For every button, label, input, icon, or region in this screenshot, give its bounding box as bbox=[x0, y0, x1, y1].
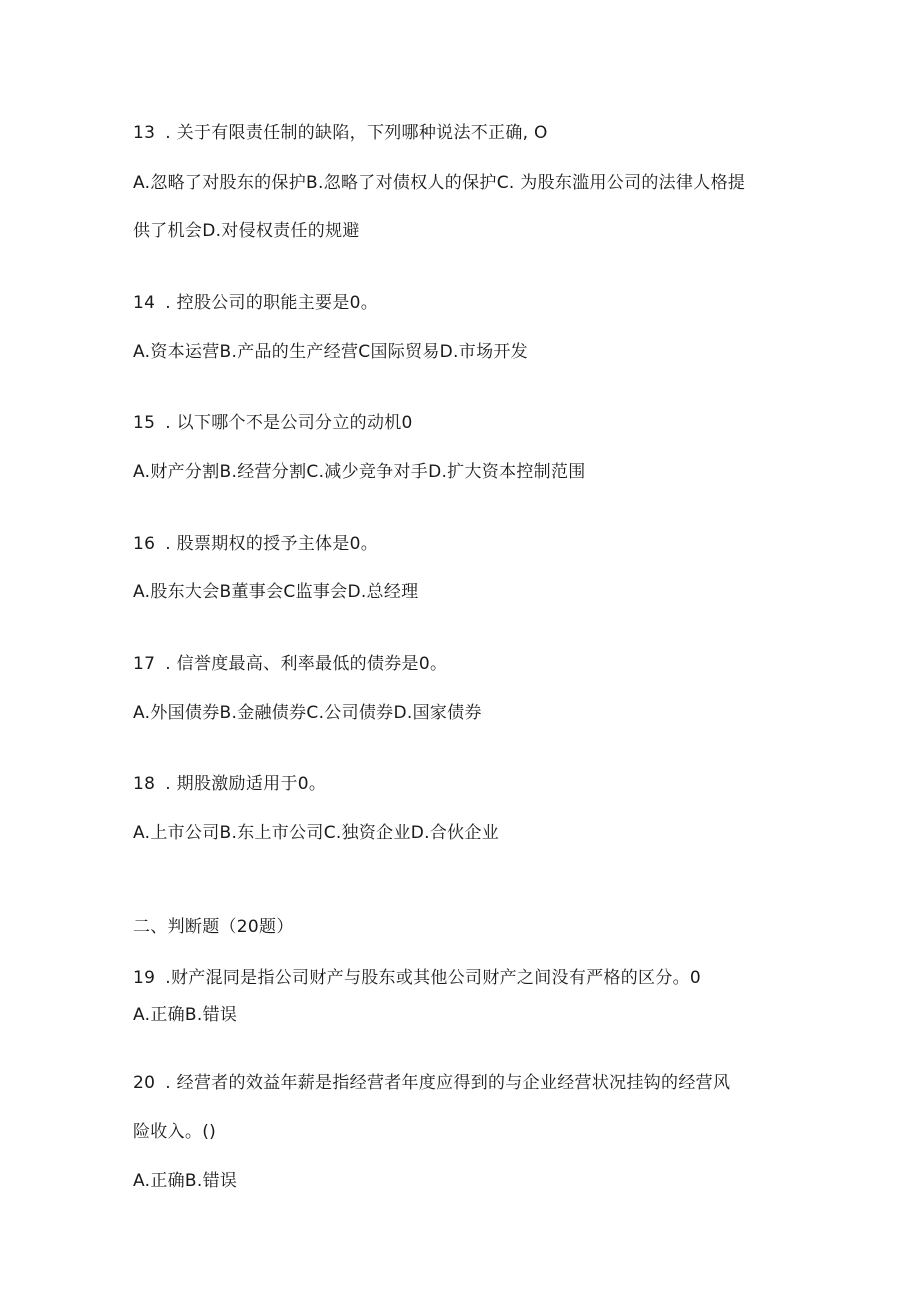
question-number: 20 bbox=[133, 1073, 156, 1093]
question-13-options-line-1: A.忽略了对股东的保护B.忽略了对债权人的保护C. 为股东滥用公司的法律人格提 bbox=[133, 173, 746, 193]
question-19-stem bbox=[133, 967, 701, 989]
question-16-stem bbox=[133, 533, 378, 555]
question-20-stem-continued: 险收入。() bbox=[133, 1122, 217, 1142]
question-text: .财产混同是指公司财产与股东或其他公司财产之间没有严格的区分。0 bbox=[165, 968, 702, 988]
question-20-options: A.正确B.错误 bbox=[133, 1171, 238, 1191]
question-18-stem bbox=[133, 773, 326, 795]
question-18-options: A.上市公司B.东上市公司C.独资企业D.合伙企业 bbox=[133, 823, 500, 843]
question-14-options: A.资本运营B.产品的生产经营C国际贸易D.市场开发 bbox=[133, 342, 528, 362]
question-text: . 经营者的效益年薪是指经营者年度应得到的与企业经营状况挂钩的经营风 bbox=[165, 1073, 731, 1093]
question-13-stem bbox=[133, 122, 548, 144]
question-number: 17 bbox=[133, 654, 156, 674]
question-number: 16 bbox=[133, 534, 156, 554]
question-text: . 控股公司的职能主要是0。 bbox=[165, 293, 379, 313]
question-text: . 期股激励适用于0。 bbox=[165, 774, 327, 794]
question-number: 15 bbox=[133, 413, 156, 433]
question-16-options: A.股东大会B董事会C监事会D.总经理 bbox=[133, 582, 419, 602]
question-number: 13 bbox=[133, 123, 156, 143]
question-19-options: A.正确B.错误 bbox=[133, 1005, 238, 1025]
question-15-stem bbox=[133, 412, 413, 434]
question-15-options: A.财产分割B.经营分割C.减少竞争对手D.扩大资本控制范围 bbox=[133, 462, 586, 482]
section-heading: 二、判断题（20题） bbox=[133, 917, 294, 937]
question-13-options-line-2: 供了机会D.对侵权责任的规避 bbox=[133, 221, 360, 241]
question-text: . 股票期权的授予主体是0。 bbox=[165, 534, 379, 554]
question-text: . 关于有限责任制的缺陷，下列哪种说法不正确, O bbox=[165, 123, 548, 143]
question-number: 19 bbox=[133, 968, 156, 988]
question-number: 18 bbox=[133, 774, 156, 794]
question-number: 14 bbox=[133, 293, 156, 313]
question-14-stem bbox=[133, 292, 378, 314]
question-text: . 以下哪个不是公司分立的动机0 bbox=[165, 413, 413, 433]
question-17-stem bbox=[133, 653, 447, 675]
question-20-stem bbox=[133, 1072, 730, 1094]
question-17-options: A.外国债券B.金融债券C.公司债券D.国家债券 bbox=[133, 703, 482, 723]
question-text: . 信誉度最高、利率最低的债券是0。 bbox=[165, 654, 448, 674]
